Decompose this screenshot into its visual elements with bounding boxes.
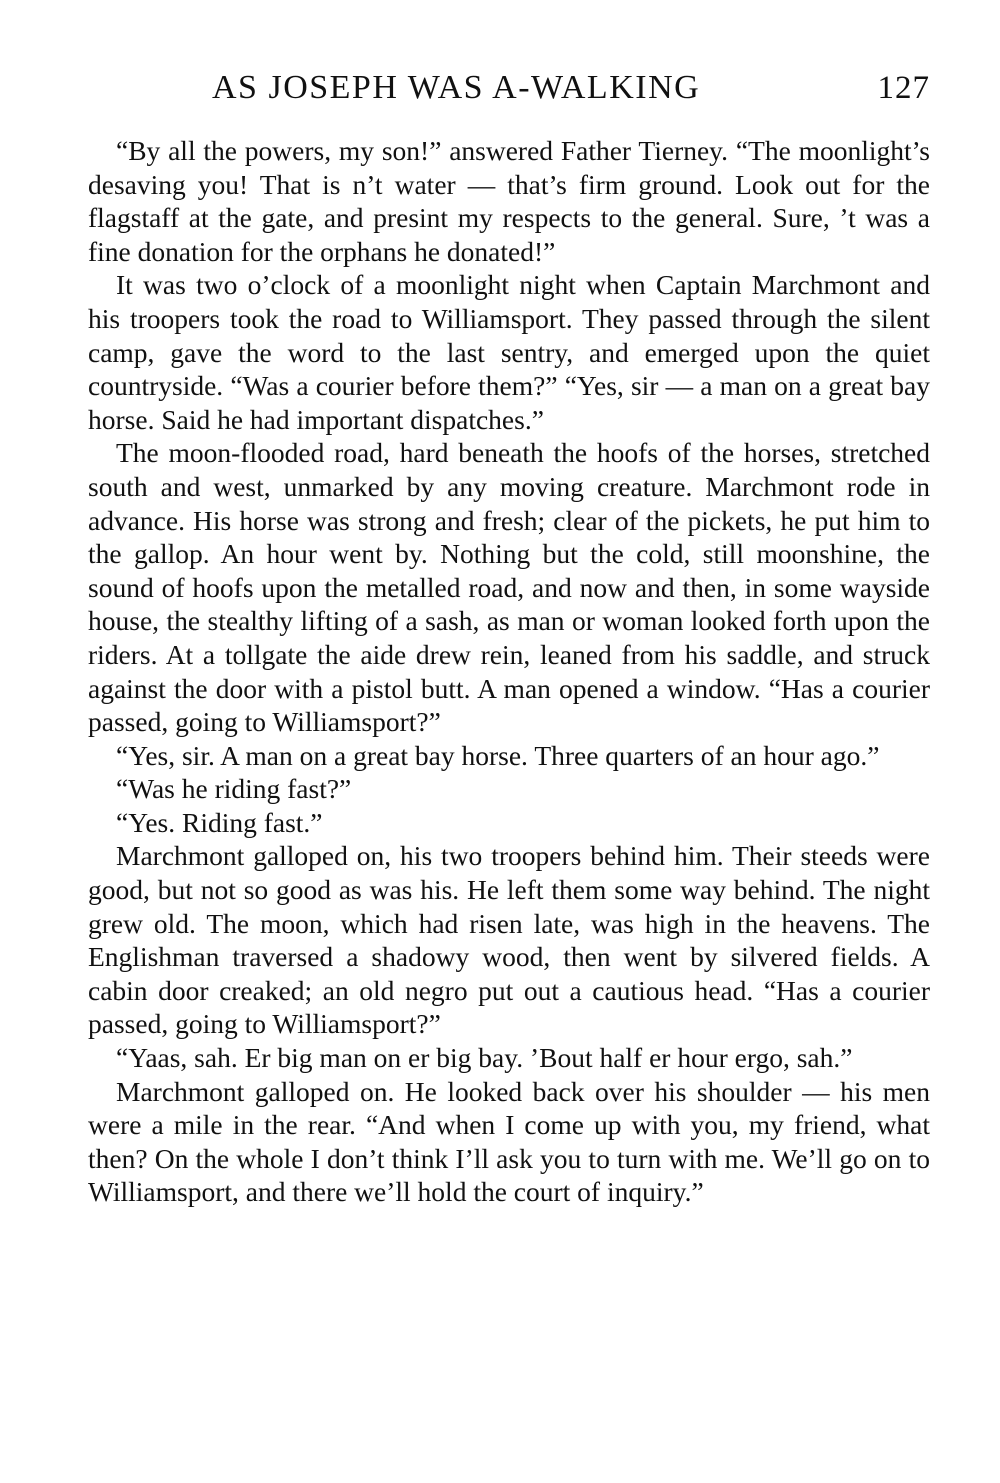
paragraph-court-of-inquiry: Marchmont galloped on. He looked back over his shoulder — his men were a mile in the rear. “And when I come up with you, my friend, what then? On the whole I don’t think I’ll ask you to turn with me. We’ll go on to Williamsport, and there we’ll hold the court of inquiry.” — [88, 1075, 930, 1208]
paragraph-moon-flooded-road: The moon-flooded road, hard beneath the hoofs of the horses, stretched south and west, unmarked by any moving creature. Marchmont rode in advance. His horse was strong and fresh; clear of the pickets, he put him to the gallop. An hour went by. Nothing but the cold, still moonshine, the sound of hoofs upon the metalled road, and now and then, in some wayside house, the stealthy lifting of a sash, as man or woman looked forth upon the riders. At a tollgate the aide drew rein, leaned from his saddle, and struck against the door with a pistol butt. A man opened a window. “Has a courier passed, going to Williamsport?” — [88, 437, 930, 738]
page-number: 127 — [877, 70, 930, 106]
running-title: AS JOSEPH WAS A-WALKING — [212, 69, 701, 106]
page-header — [88, 66, 930, 110]
paragraph-tollgate-answer: “Yes, sir. A man on a great bay horse. Three quarters of an hour ago.” — [116, 739, 880, 771]
paragraph-galloped-on: Marchmont galloped on, his two troopers behind him. Their steeds were good, but not so good as was his. He left them some way behind. The night grew old. The moon, which had risen late, was high in the heavens. The Englishman traversed a shadowy wood, then went by silvered fields. A cabin door creaked; an old negro put out a cautious head. “Has a courier passed, going to Williamsport?” — [88, 840, 930, 1040]
paragraph-father-tierney-reply: “By all the powers, my son!” answered Father Tierney. “The moonlight’s desaving you! That is n’t water — that’s firm ground. Look out for the flagstaff at the gate, and presint my respects to the general. Sure, ’t was a fine donation for the orphans he donated!” — [88, 135, 930, 267]
paragraph-riding-answer: “Yes. Riding fast.” — [116, 806, 323, 838]
paragraph-departure: It was two o’clock of a moonlight night when Captain Marchmont and his troopers took the road to Williamsport. They passed through the silent camp, gave the word to the last sentry, and emerged upon the quiet countryside. “Was a courier before them?” “Yes, sir — a man on a great bay horse. Said he had important dispatches.” — [88, 269, 930, 435]
paragraph-riding-question: “Was he riding fast?” — [116, 773, 352, 805]
paragraph-cabin-answer: “Yaas, sah. Er big man on er big bay. ’Bout half er hour ergo, sah.” — [116, 1042, 853, 1074]
body-text — [88, 134, 930, 1209]
